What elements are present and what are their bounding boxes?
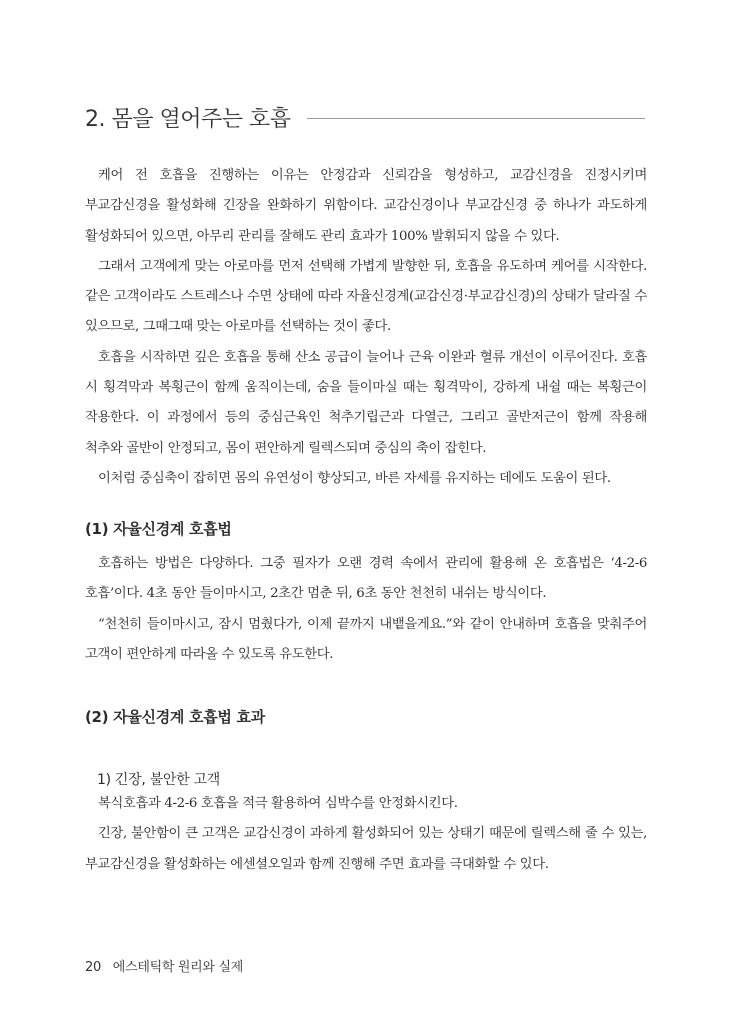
paragraph: 호흡하는 방법은 다양하다. 그중 필자가 오랜 경력 속에서 관리에 활용해 온 호흡법은 ‘4-2-6 호흡’이다. 4초 동안 들이마시고, 2초간 멈춘 뒤, 6초 동안 천천히 내쉬는 방식이다. <box>85 556 647 602</box>
page-footer <box>85 956 243 975</box>
book-title: 에스테틱학 원리와 실제 <box>112 960 244 975</box>
paragraph: 긴장, 불안함이 큰 고객은 교감신경이 과하게 활성화되어 있는 상태기 때문에 릴렉스해 줄 수 있는, 부교감신경을 활성화하는 에센셜오일과 함께 진행해 주면 효과를 극대화할 수 있다. <box>85 826 647 872</box>
paragraph: “천천히 들이마시고, 잠시 멈췄다가, 이제 끝까지 내뱉을게요.”와 같이 안내하며 호흡을 맞춰주어 고객이 편안하게 따라올 수 있도록 유도한다. <box>85 616 647 662</box>
section1-text <box>85 549 647 670</box>
section-title: (2) 자율신경계 호흡법 효과 <box>85 708 265 726</box>
paragraph: 그래서 고객에게 맞는 아로마를 먼저 선택해 가볍게 발향한 뒤, 호흡을 유도하며 케어를 시작한다. 같은 고객이라도 스트레스나 수면 상태에 따라 자율신경계(교감신경·부교감신경)의 상태가 달라질 수 있으므로, 그때그때 맞는 아로마를 선택하는 것이 좋다. <box>85 258 647 335</box>
paragraph: 이처럼 중심축이 잡히면 몸의 유연성이 향상되고, 바른 자세를 유지하는 데에도 도움이 된다. <box>98 470 611 486</box>
page-number: 20 <box>85 960 101 975</box>
paragraph: 복식호흡과 4-2-6 호흡을 적극 활용하여 심박수를 안정화시킨다. <box>98 796 458 811</box>
paragraph: 호흡을 시작하면 깊은 호흡을 통해 산소 공급이 늘어나 근육 이완과 혈류 개선이 이루어진다. 호흡 시 횡격막과 복횡근이 함께 움직이는데, 숨을 들이마실 때는 횡격막이, 강하게 내쉴 때는 복횡근이 작용한다. 이 과정에서 등의 중심근육인 척추기립근과 다열근, 그리고 골반저근이 함께 작용해 척추와 골반이 안정되고, 몸이 편안하게 릴렉스되며 중심의 축이 잡힌다. <box>85 349 647 456</box>
paragraph: 케어 전 호흡을 진행하는 이유는 안정감과 신뢰감을 형성하고, 교감신경을 진정시키며 부교감신경을 활성화해 긴장을 완화하기 위함이다. 교감신경이나 부교감신경 중 하나가 과도하게 활성화되어 있으면, 아무리 관리를 잘해도 관리 효과가 100% 발휘되지 않을 수 있다. <box>85 168 647 244</box>
section-title: (1) 자율신경계 호흡법 <box>85 520 232 538</box>
intro-text <box>85 161 647 494</box>
chapter-title: 2. 몸을 열어주는 호흡 <box>85 106 291 132</box>
subsection1-text <box>85 789 647 880</box>
chapter-heading <box>85 100 645 134</box>
subsection-title: 1) 긴장, 불안한 고객 <box>97 772 220 788</box>
heading-divider <box>307 118 646 119</box>
